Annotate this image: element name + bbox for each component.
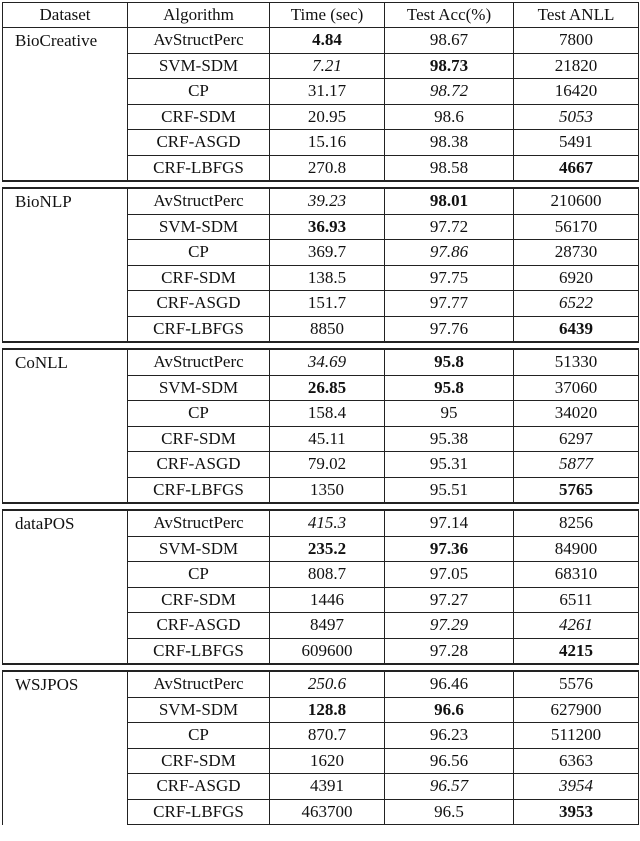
table-body [3, 28, 639, 825]
time-cell: 31.17 [270, 79, 385, 105]
test-anll-cell: 511200 [514, 723, 639, 749]
test-anll-cell: 56170 [514, 214, 639, 240]
dataset-cell [3, 748, 128, 774]
test-acc-cell: 95.31 [385, 452, 514, 478]
algorithm-cell: CRF-ASGD [128, 452, 270, 478]
test-anll-cell: 6920 [514, 265, 639, 291]
time-cell: 128.8 [270, 697, 385, 723]
test-acc-cell: 98.67 [385, 28, 514, 54]
table-row [3, 316, 639, 342]
table-row [3, 28, 639, 54]
dataset-cell: dataPOS [3, 510, 128, 536]
results-table [2, 2, 639, 825]
test-acc-cell: 97.14 [385, 510, 514, 536]
test-acc-cell: 97.29 [385, 613, 514, 639]
algorithm-cell: CRF-SDM [128, 265, 270, 291]
test-acc-cell: 98.58 [385, 155, 514, 181]
test-anll-cell: 84900 [514, 536, 639, 562]
table-row [3, 697, 639, 723]
time-cell: 39.23 [270, 188, 385, 214]
test-acc-cell: 98.72 [385, 79, 514, 105]
test-anll-cell: 6297 [514, 426, 639, 452]
table-row [3, 748, 639, 774]
dataset-cell [3, 214, 128, 240]
table-row [3, 349, 639, 375]
dataset-cell [3, 265, 128, 291]
dataset-cell [3, 155, 128, 181]
test-anll-cell: 28730 [514, 240, 639, 266]
table-row [3, 477, 639, 503]
header-row [3, 3, 639, 28]
dataset-cell [3, 562, 128, 588]
table-row [3, 671, 639, 697]
time-cell: 15.16 [270, 130, 385, 156]
time-cell: 8850 [270, 316, 385, 342]
dataset-cell [3, 477, 128, 503]
algorithm-cell: AvStructPerc [128, 510, 270, 536]
table-row [3, 214, 639, 240]
separator-cell [3, 664, 639, 671]
dataset-cell [3, 426, 128, 452]
test-acc-cell: 97.05 [385, 562, 514, 588]
test-acc-cell: 97.77 [385, 291, 514, 317]
dataset-cell [3, 53, 128, 79]
time-cell: 235.2 [270, 536, 385, 562]
algorithm-cell: CRF-SDM [128, 587, 270, 613]
test-acc-cell: 98.01 [385, 188, 514, 214]
table-row [3, 613, 639, 639]
dataset-cell [3, 79, 128, 105]
table-row [3, 130, 639, 156]
time-cell: 415.3 [270, 510, 385, 536]
dataset-cell: BioCreative [3, 28, 128, 54]
algorithm-cell: CRF-ASGD [128, 130, 270, 156]
dataset-cell [3, 316, 128, 342]
time-cell: 808.7 [270, 562, 385, 588]
dataset-cell [3, 723, 128, 749]
test-anll-cell: 3953 [514, 799, 639, 825]
test-anll-cell: 5491 [514, 130, 639, 156]
test-acc-cell: 95.38 [385, 426, 514, 452]
test-acc-cell: 97.76 [385, 316, 514, 342]
time-cell: 463700 [270, 799, 385, 825]
test-anll-cell: 4261 [514, 613, 639, 639]
test-anll-cell: 6522 [514, 291, 639, 317]
time-cell: 138.5 [270, 265, 385, 291]
algorithm-cell: CP [128, 401, 270, 427]
table-row [3, 799, 639, 825]
time-cell: 79.02 [270, 452, 385, 478]
table-row [3, 587, 639, 613]
dataset-cell [3, 697, 128, 723]
test-anll-cell: 8256 [514, 510, 639, 536]
test-acc-cell: 96.6 [385, 697, 514, 723]
group-separator [3, 503, 639, 510]
algorithm-cell: CRF-ASGD [128, 774, 270, 800]
test-anll-cell: 7800 [514, 28, 639, 54]
test-acc-cell: 97.75 [385, 265, 514, 291]
test-acc-cell: 95.51 [385, 477, 514, 503]
algorithm-cell: CRF-LBFGS [128, 799, 270, 825]
algorithm-cell: CRF-LBFGS [128, 477, 270, 503]
dataset-cell [3, 401, 128, 427]
table-row [3, 265, 639, 291]
algorithm-cell: CRF-SDM [128, 426, 270, 452]
time-cell: 158.4 [270, 401, 385, 427]
time-cell: 20.95 [270, 104, 385, 130]
header-dataset: Dataset [3, 3, 128, 28]
header-time: Time (sec) [270, 3, 385, 28]
algorithm-cell: SVM-SDM [128, 536, 270, 562]
algorithm-cell: SVM-SDM [128, 697, 270, 723]
algorithm-cell: CRF-LBFGS [128, 316, 270, 342]
test-anll-cell: 68310 [514, 562, 639, 588]
time-cell: 369.7 [270, 240, 385, 266]
test-anll-cell: 34020 [514, 401, 639, 427]
test-acc-cell: 97.27 [385, 587, 514, 613]
algorithm-cell: CRF-LBFGS [128, 155, 270, 181]
test-acc-cell: 96.46 [385, 671, 514, 697]
test-anll-cell: 16420 [514, 79, 639, 105]
time-cell: 1620 [270, 748, 385, 774]
time-cell: 250.6 [270, 671, 385, 697]
time-cell: 34.69 [270, 349, 385, 375]
algorithm-cell: CRF-ASGD [128, 291, 270, 317]
algorithm-cell: SVM-SDM [128, 53, 270, 79]
dataset-cell [3, 375, 128, 401]
test-acc-cell: 97.28 [385, 638, 514, 664]
algorithm-cell: SVM-SDM [128, 375, 270, 401]
separator-cell [3, 181, 639, 188]
algorithm-cell: AvStructPerc [128, 188, 270, 214]
table-row [3, 774, 639, 800]
table-row [3, 104, 639, 130]
dataset-cell [3, 638, 128, 664]
group-separator [3, 664, 639, 671]
time-cell: 7.21 [270, 53, 385, 79]
test-anll-cell: 5765 [514, 477, 639, 503]
table-row [3, 401, 639, 427]
algorithm-cell: AvStructPerc [128, 349, 270, 375]
table-row [3, 53, 639, 79]
table-row [3, 79, 639, 105]
dataset-cell [3, 291, 128, 317]
test-anll-cell: 4215 [514, 638, 639, 664]
algorithm-cell: CP [128, 240, 270, 266]
header-test-acc: Test Acc(%) [385, 3, 514, 28]
test-anll-cell: 5576 [514, 671, 639, 697]
test-anll-cell: 21820 [514, 53, 639, 79]
test-acc-cell: 98.38 [385, 130, 514, 156]
dataset-cell [3, 587, 128, 613]
table-row [3, 723, 639, 749]
time-cell: 4391 [270, 774, 385, 800]
test-acc-cell: 96.57 [385, 774, 514, 800]
time-cell: 270.8 [270, 155, 385, 181]
test-anll-cell: 6363 [514, 748, 639, 774]
table-row [3, 562, 639, 588]
time-cell: 151.7 [270, 291, 385, 317]
table-row [3, 291, 639, 317]
time-cell: 4.84 [270, 28, 385, 54]
test-anll-cell: 37060 [514, 375, 639, 401]
test-acc-cell: 97.36 [385, 536, 514, 562]
group-separator [3, 342, 639, 349]
header-test-anll: Test ANLL [514, 3, 639, 28]
test-acc-cell: 98.6 [385, 104, 514, 130]
header-algorithm: Algorithm [128, 3, 270, 28]
test-acc-cell: 96.56 [385, 748, 514, 774]
separator-cell [3, 503, 639, 510]
dataset-cell [3, 240, 128, 266]
dataset-cell [3, 774, 128, 800]
dataset-cell: CoNLL [3, 349, 128, 375]
test-acc-cell: 96.23 [385, 723, 514, 749]
table-row [3, 452, 639, 478]
dataset-cell [3, 130, 128, 156]
test-anll-cell: 5877 [514, 452, 639, 478]
test-anll-cell: 6511 [514, 587, 639, 613]
test-acc-cell: 95.8 [385, 375, 514, 401]
dataset-cell [3, 536, 128, 562]
time-cell: 609600 [270, 638, 385, 664]
algorithm-cell: CP [128, 562, 270, 588]
time-cell: 45.11 [270, 426, 385, 452]
dataset-cell [3, 799, 128, 825]
dataset-cell [3, 613, 128, 639]
algorithm-cell: AvStructPerc [128, 671, 270, 697]
table-row [3, 240, 639, 266]
group-separator [3, 181, 639, 188]
dataset-cell: BioNLP [3, 188, 128, 214]
test-acc-cell: 97.72 [385, 214, 514, 240]
time-cell: 1446 [270, 587, 385, 613]
algorithm-cell: CP [128, 79, 270, 105]
algorithm-cell: AvStructPerc [128, 28, 270, 54]
dataset-cell [3, 104, 128, 130]
test-acc-cell: 95 [385, 401, 514, 427]
test-acc-cell: 95.8 [385, 349, 514, 375]
test-anll-cell: 5053 [514, 104, 639, 130]
dataset-cell: WSJPOS [3, 671, 128, 697]
algorithm-cell: CRF-ASGD [128, 613, 270, 639]
test-anll-cell: 51330 [514, 349, 639, 375]
table-row [3, 536, 639, 562]
test-anll-cell: 6439 [514, 316, 639, 342]
table-row [3, 375, 639, 401]
table-row [3, 426, 639, 452]
test-anll-cell: 4667 [514, 155, 639, 181]
separator-cell [3, 342, 639, 349]
time-cell: 1350 [270, 477, 385, 503]
test-anll-cell: 627900 [514, 697, 639, 723]
time-cell: 8497 [270, 613, 385, 639]
time-cell: 36.93 [270, 214, 385, 240]
algorithm-cell: CRF-SDM [128, 748, 270, 774]
time-cell: 26.85 [270, 375, 385, 401]
test-acc-cell: 96.5 [385, 799, 514, 825]
algorithm-cell: CP [128, 723, 270, 749]
table-row [3, 638, 639, 664]
algorithm-cell: CRF-LBFGS [128, 638, 270, 664]
table-row [3, 155, 639, 181]
test-anll-cell: 210600 [514, 188, 639, 214]
algorithm-cell: CRF-SDM [128, 104, 270, 130]
table-row [3, 188, 639, 214]
test-acc-cell: 97.86 [385, 240, 514, 266]
test-anll-cell: 3954 [514, 774, 639, 800]
algorithm-cell: SVM-SDM [128, 214, 270, 240]
time-cell: 870.7 [270, 723, 385, 749]
table-row [3, 510, 639, 536]
dataset-cell [3, 452, 128, 478]
test-acc-cell: 98.73 [385, 53, 514, 79]
